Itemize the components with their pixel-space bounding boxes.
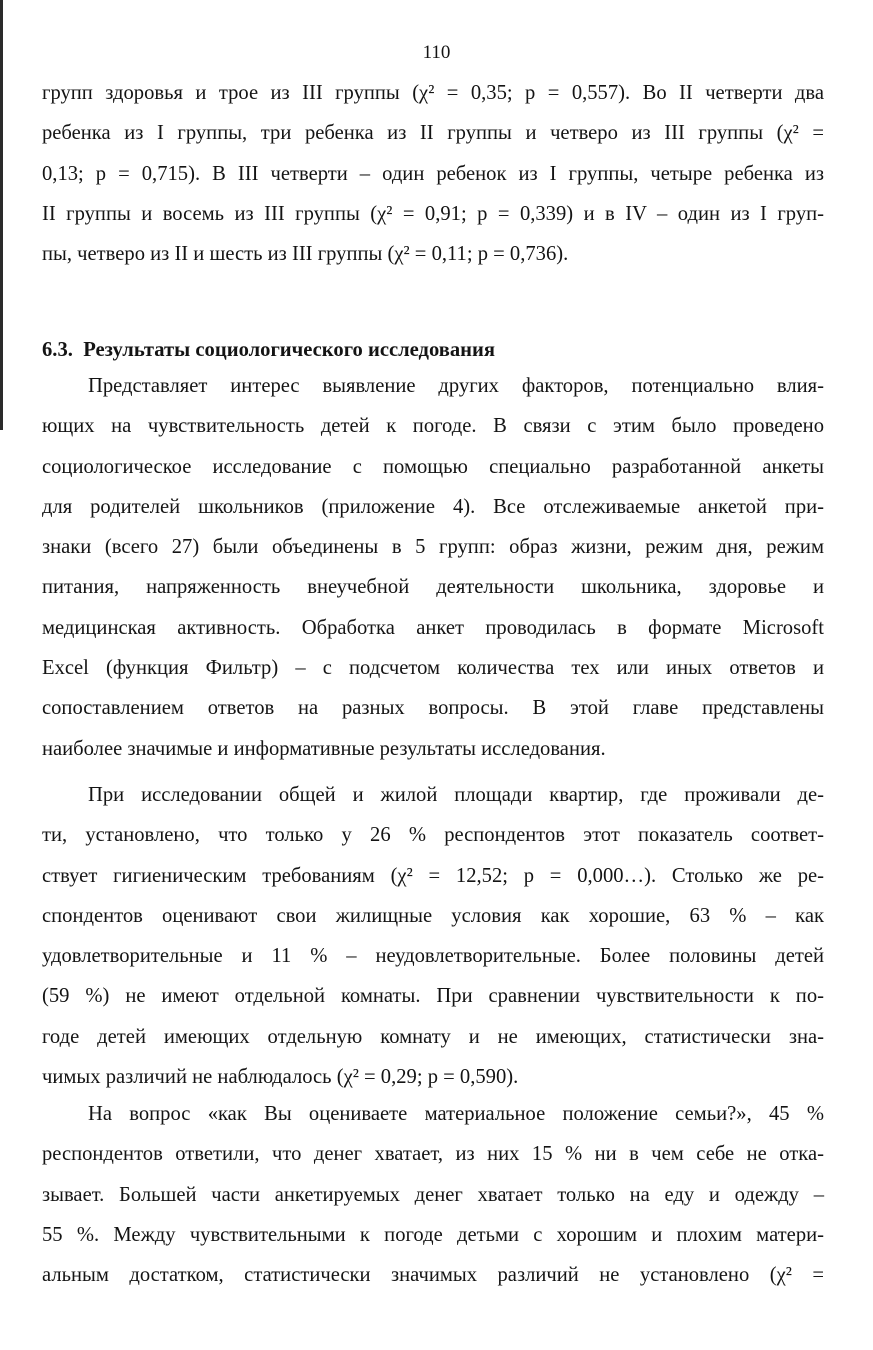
text-line: При исследовании общей и жилой площади квартир, где проживали де- — [88, 784, 824, 806]
text-line: (59 %) не имеют отдельной комнаты. При сравнении чувствительности к по- — [42, 985, 824, 1008]
scan-edge-line — [0, 0, 3, 430]
text-line: Excel (функция Фильтр) – с подсчетом количества тех или иных ответов и — [42, 657, 824, 680]
text-line: ющих на чувствительность детей к погоде. В связи с этим было проведено — [42, 415, 824, 438]
text-line: 55 %. Между чувствительными к погоде детьми с хорошим и плохим матери- — [42, 1223, 824, 1246]
text-line: спондентов оценивают свои жилищные условия как хорошие, 63 % – как — [42, 904, 824, 927]
text-line: респондентов ответили, что денег хватает, из них 15 % ни в чем себе не отка- — [42, 1143, 824, 1166]
text-line: социологическое исследование с помощью специально разработанной анкеты — [42, 455, 824, 478]
text-line: питания, напряженность внеучебной деятельности школьника, здоровье и — [42, 576, 824, 599]
paragraph-3 — [42, 1094, 824, 1295]
text-line: На вопрос «как Вы оцениваете материальное положение семьи?», 45 % — [88, 1103, 824, 1125]
text-line: пы, четверо из II и шесть из III группы (χ² = 0,11; р = 0,736). — [42, 243, 569, 266]
text-line: альным достатком, статистически значимых различий не установлено (χ² = — [42, 1264, 824, 1287]
text-line: чимых различий не наблюдалось (χ² = 0,29; р = 0,590). — [42, 1066, 519, 1089]
page-number: 110 — [422, 42, 451, 63]
paragraph-2 — [42, 775, 824, 1097]
text-line: наиболее значимые и информативные результаты исследования. — [42, 737, 606, 760]
text-line: групп здоровья и трое из III группы (χ² = 0,35; р = 0,557). Во II четверти два — [42, 82, 824, 104]
text-line: для родителей школьников (приложение 4). Все отслеживаемые анкетой при- — [42, 495, 824, 518]
text-line: ребенка из I группы, три ребенка из II группы и четверо из III группы (χ² = — [42, 122, 824, 145]
text-line: зывает. Большей части анкетируемых денег хватает только на еду и одежду – — [42, 1183, 824, 1206]
text-line: ствует гигиеническим требованиям (χ² = 12,52; р = 0,000…). Столько же ре- — [42, 864, 824, 887]
paragraph-1 — [42, 366, 824, 769]
paragraph-top — [42, 73, 824, 274]
text-line: медицинская активность. Обработка анкет проводилась в формате Microsoft — [42, 616, 824, 639]
text-line: 0,13; р = 0,715). В III четверти – один ребенок из I группы, четыре ребенка из — [42, 162, 824, 185]
text-line: сопоставлением ответов на разных вопросы. В этой главе представлены — [42, 697, 824, 720]
text-line: ти, установлено, что только у 26 % респондентов этот показатель соответ- — [42, 824, 824, 847]
text-line: Представляет интерес выявление других факторов, потенциально влия- — [88, 375, 824, 397]
text-line: знаки (всего 27) были объединены в 5 групп: образ жизни, режим дня, режим — [42, 536, 824, 559]
section-heading: 6.3. Результаты социологического исследования — [42, 339, 496, 361]
text-line: II группы и восемь из III группы (χ² = 0,91; р = 0,339) и в IV – один из I груп- — [42, 202, 824, 225]
text-line: удовлетворительные и 11 % – неудовлетворительные. Более половины детей — [42, 945, 824, 968]
text-line: годе детей имеющих отдельную комнату и не имеющих, статистически зна- — [42, 1025, 824, 1048]
